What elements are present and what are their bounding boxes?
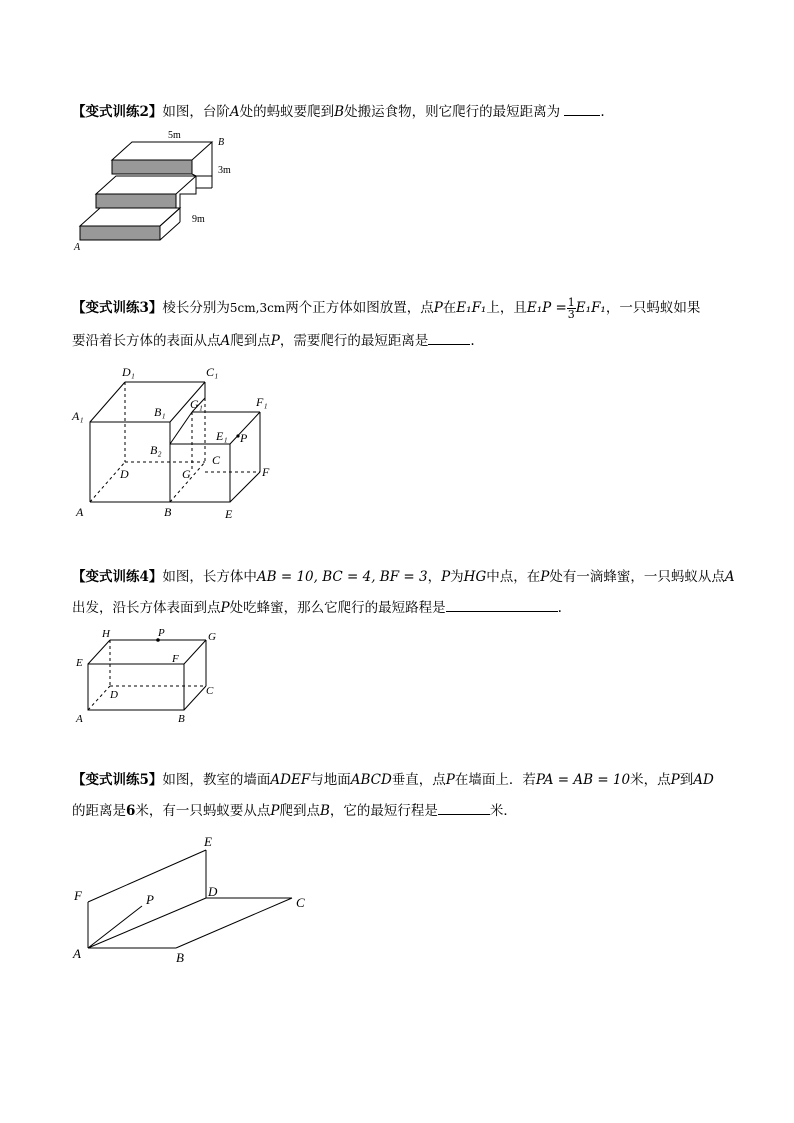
question-2 <box>72 101 605 123</box>
plane-label: ADEF <box>270 772 311 788</box>
dim-bottom: 9m <box>192 214 205 225</box>
question-text: 为 <box>450 569 464 585</box>
question-4-line-2 <box>72 597 562 619</box>
stairs-figure <box>70 128 250 253</box>
label-B: B <box>178 713 185 725</box>
question-text: 爬到点 <box>230 333 271 349</box>
answer-blank[interactable] <box>446 597 558 612</box>
label-A: A <box>74 242 81 253</box>
label-D: D <box>208 884 218 899</box>
label-F1: F₁ <box>256 395 268 409</box>
dim-top: 5m <box>168 130 181 141</box>
question-text: 的距离是 <box>72 803 126 819</box>
question-5-line-2 <box>72 800 517 822</box>
label-B: B <box>176 950 184 965</box>
question-text: ，它的最短行程是 <box>329 803 438 819</box>
question-text: 中点，在 <box>486 569 541 585</box>
point-label: A <box>220 333 231 349</box>
question-text: 两个正方体如图放置，点 <box>285 300 434 316</box>
question-text: 在 <box>442 300 457 316</box>
question-text: 处吃蜂蜜，那么它爬行的最短路程是 <box>229 600 446 616</box>
label-F: F <box>74 888 82 903</box>
plane-label: ABCD <box>350 772 392 788</box>
label-F: F <box>262 465 270 479</box>
label-A: A <box>76 505 84 519</box>
label-E: E <box>204 834 212 849</box>
fraction <box>567 297 576 320</box>
question-text: 棱长分别为 <box>162 300 230 316</box>
point-label: P <box>433 300 443 316</box>
distance-value: 6 <box>126 803 136 819</box>
label-E: E <box>225 507 233 521</box>
dim-right: 3m <box>218 165 231 176</box>
wall-floor-figure <box>70 832 320 972</box>
question-text: 要沿着长方体的表面从点 <box>72 333 221 349</box>
label-G: G <box>208 631 216 643</box>
point-label: B <box>320 803 330 819</box>
label-G: G <box>182 467 191 481</box>
label-C1: C₁ <box>206 365 219 379</box>
label-H: H <box>102 628 110 640</box>
question-tag: 【变式训练3】 <box>72 300 163 316</box>
label-A: A <box>73 946 81 961</box>
answer-blank[interactable] <box>564 101 600 116</box>
point-label: P <box>270 803 280 819</box>
point-label: P <box>270 333 280 349</box>
sizes: 5cm,3cm <box>229 301 286 315</box>
question-text: 垂直，点 <box>391 772 446 788</box>
question-text: 到 <box>679 772 694 788</box>
fraction-denominator: 3 <box>567 308 575 321</box>
segment-label: E₁F₁ <box>456 300 487 316</box>
point-label: P <box>670 772 680 788</box>
given-values: AB = 10, BC = 4, BF = 3 <box>256 569 428 585</box>
question-text: 米． <box>489 803 517 819</box>
question-text: 处搬运食物，则它爬行的最短距离为 <box>344 104 561 120</box>
question-text: ， <box>427 569 442 585</box>
question-tag: 【变式训练5】 <box>72 772 163 788</box>
label-E: E <box>76 657 83 669</box>
label-D: D <box>120 467 129 481</box>
label-B: B <box>218 137 225 148</box>
label-A: A <box>76 713 83 725</box>
question-tag: 【变式训练2】 <box>72 104 163 120</box>
answer-blank[interactable] <box>438 800 490 815</box>
question-text: 在墙面上．若 <box>454 772 536 788</box>
point-label: B <box>334 104 345 120</box>
point-label: P <box>441 569 451 585</box>
question-text: 米，点 <box>630 772 671 788</box>
label-G1: G₁ <box>190 397 203 411</box>
question-tag: 【变式训练4】 <box>72 569 163 585</box>
point-label: P <box>445 772 455 788</box>
question-text: 如图，台阶 <box>162 104 230 120</box>
cubes-figure <box>70 362 290 522</box>
label-E1: E₁ <box>216 429 228 443</box>
segment-label: AD <box>693 772 714 788</box>
label-P: P <box>240 431 248 445</box>
question-5 <box>72 769 714 791</box>
point-label: P <box>220 600 230 616</box>
question-text: ，一只蚂蚁如果 <box>605 300 701 316</box>
equation: E₁P = <box>526 300 567 316</box>
label-C: C <box>212 453 221 467</box>
question-text: 出发，沿长方体表面到点 <box>72 600 221 616</box>
point-label: P <box>540 569 550 585</box>
period: . <box>600 104 605 120</box>
question-3 <box>72 297 700 320</box>
question-text: 处有一滴蜂蜜，一只蚂蚁从点 <box>549 569 725 585</box>
segment-label: HG <box>463 569 487 585</box>
cuboid-figure <box>72 628 232 728</box>
label-B1: B₁ <box>154 405 166 419</box>
question-text: 如图，长方体中 <box>162 569 257 585</box>
answer-blank[interactable] <box>428 330 470 345</box>
question-text: 米，有一只蚂蚁要从点 <box>135 803 271 819</box>
label-P: P <box>146 892 154 907</box>
label-C: C <box>296 895 305 910</box>
segment-label: E₁F₁ <box>575 300 606 316</box>
question-text: 爬到点 <box>279 803 320 819</box>
label-A1: A₁ <box>72 409 84 423</box>
question-text: 与地面 <box>310 772 351 788</box>
question-4 <box>72 566 735 588</box>
question-text: 如图，教室的墙面 <box>162 772 271 788</box>
label-D: D <box>110 689 118 701</box>
point-label: A <box>229 104 240 120</box>
period: . <box>470 333 475 349</box>
question-text: ，需要爬行的最短距离是 <box>279 333 429 349</box>
equation: PA = AB = 10 <box>535 772 631 788</box>
question-text: 上，且 <box>486 300 527 316</box>
label-C: C <box>206 685 214 697</box>
label-B2: B₂ <box>150 443 162 457</box>
point-label: A <box>724 569 735 585</box>
fraction-numerator: 1 <box>567 296 575 309</box>
label-F: F <box>172 653 179 665</box>
label-D1: D₁ <box>122 365 135 379</box>
question-text: 处的蚂蚁要爬到 <box>239 104 335 120</box>
period: . <box>557 600 562 616</box>
label-P: P <box>158 627 165 639</box>
label-B: B <box>164 505 172 519</box>
question-3-line-2 <box>72 330 475 352</box>
